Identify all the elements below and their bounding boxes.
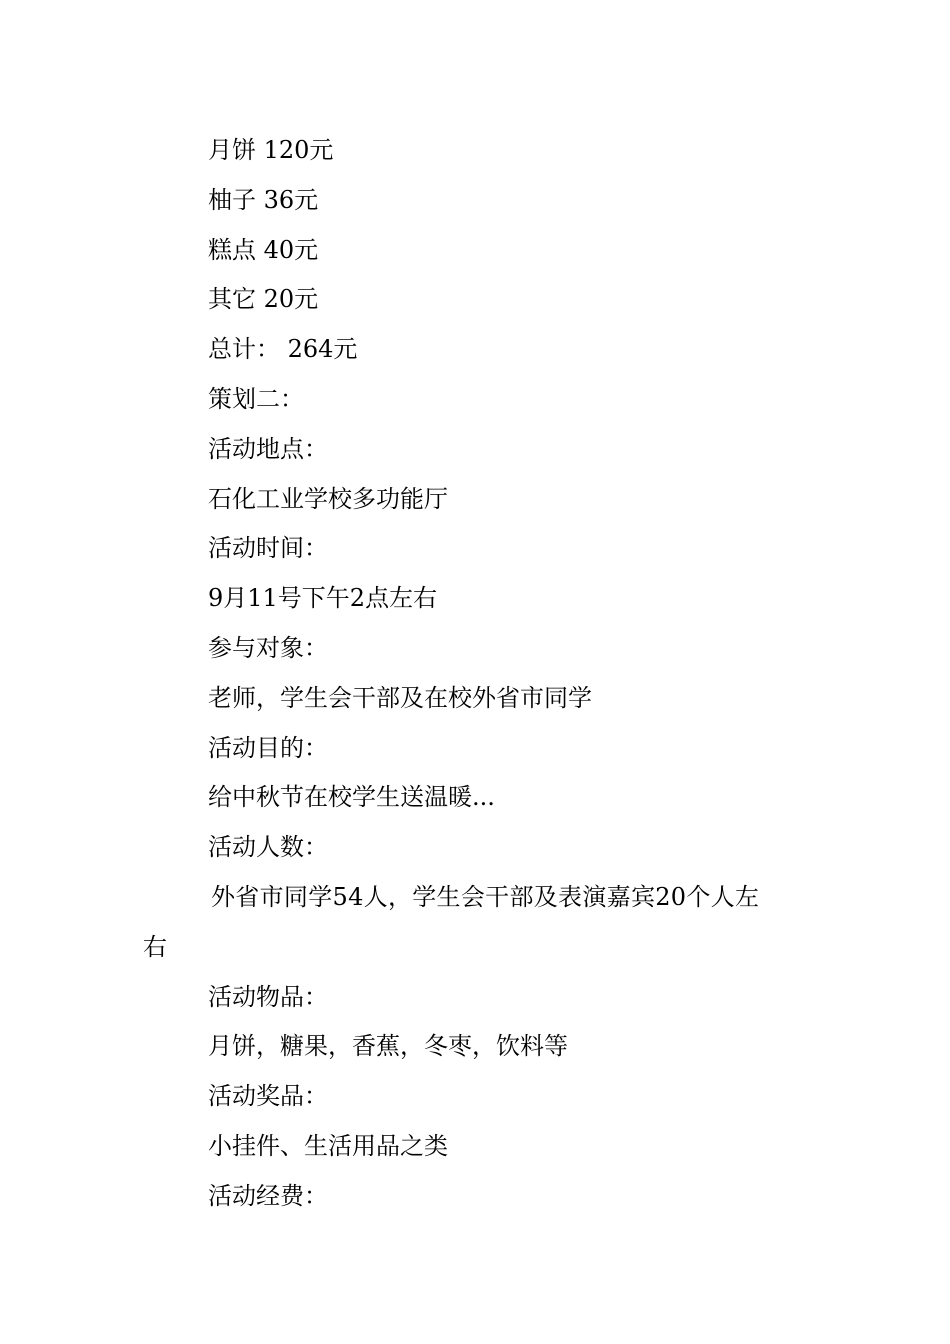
supplies-value: 月饼，糖果，香蕉，冬枣，饮料等 xyxy=(208,1032,568,1061)
headcount-label: 活动人数： xyxy=(208,833,328,862)
supplies-label: 活动物品： xyxy=(208,982,328,1011)
purpose-label: 活动目的： xyxy=(208,733,328,762)
prizes-value: 小挂件、生活用品之类 xyxy=(208,1131,448,1160)
budget-item-mooncake: 月饼 120元 xyxy=(208,136,334,164)
prizes-label: 活动奖品： xyxy=(208,1082,328,1111)
venue-label: 活动地点： xyxy=(208,434,328,463)
headcount-value-continued: 右 xyxy=(143,932,167,961)
document-body xyxy=(143,126,813,1222)
funding-label: 活动经费： xyxy=(208,1181,328,1210)
plan-two-heading: 策划二： xyxy=(208,384,304,413)
venue-value: 石化工业学校多功能厅 xyxy=(208,484,448,513)
participants-value: 老师，学生会干部及在校外省市同学 xyxy=(208,683,592,712)
time-value: 9月11号下午2点左右 xyxy=(208,584,438,613)
time-label: 活动时间： xyxy=(208,534,328,563)
budget-total: 总计： 264元 xyxy=(208,335,358,364)
participants-label: 参与对象： xyxy=(208,633,328,662)
budget-item-pastry: 糕点 40元 xyxy=(208,235,319,264)
headcount-value: 外省市同学54人，学生会干部及表演嘉宾20个人左 xyxy=(211,882,760,911)
budget-item-pomelo: 柚子 36元 xyxy=(208,185,319,214)
purpose-value: 给中秋节在校学生送温暖... xyxy=(208,783,495,812)
budget-item-other: 其它 20元 xyxy=(208,285,319,314)
